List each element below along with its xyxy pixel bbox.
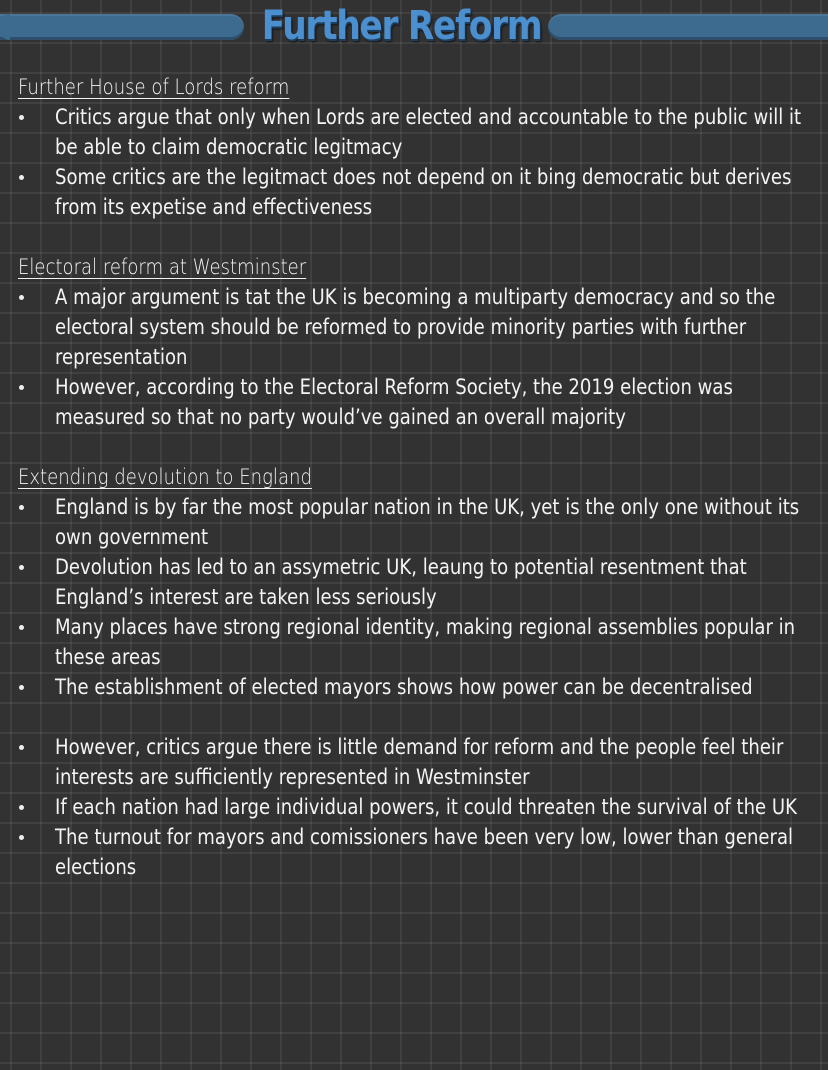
spacer bbox=[0, 702, 828, 732]
bullet-icon bbox=[19, 835, 24, 840]
title-banner bbox=[0, 0, 828, 56]
section-heading: Electoral reform at Westminster bbox=[18, 255, 307, 279]
list-item bbox=[0, 102, 805, 162]
spacer bbox=[0, 432, 828, 462]
section-electoral-reform bbox=[0, 252, 828, 432]
counter-bullet-list bbox=[0, 732, 828, 882]
bullet-text: Devolution has led to an assymetric UK, leaung to potential resentment that England’s interest are taken less seriously bbox=[55, 555, 747, 609]
list-item bbox=[0, 792, 805, 822]
bullet-text: Many places have strong regional identity, making regional assemblies popular in these areas bbox=[55, 615, 796, 669]
page-title: Further Reform bbox=[261, 3, 542, 49]
banner-pill-right bbox=[548, 14, 828, 40]
list-item bbox=[0, 612, 805, 672]
bullet-text: However, critics argue there is little demand for reform and the people feel their interests are sufficiently represented in Westminster bbox=[55, 735, 784, 789]
bullet-icon bbox=[19, 505, 24, 510]
bullet-icon bbox=[19, 295, 24, 300]
bullet-icon bbox=[19, 565, 24, 570]
bullet-text: Some critics are the legitmact does not depend on it bing democratic but derives from its expetise and effectiveness bbox=[55, 165, 792, 219]
banner-pill-left bbox=[0, 14, 244, 40]
section-lords-reform bbox=[0, 72, 828, 222]
list-item bbox=[0, 372, 805, 432]
bullet-icon bbox=[19, 745, 24, 750]
bullet-text: However, according to the Electoral Reform Society, the 2019 election was measured so that no party would’ve gained an overall majority bbox=[55, 375, 733, 429]
bullet-list bbox=[0, 282, 828, 432]
list-item bbox=[0, 162, 805, 222]
list-item bbox=[0, 672, 805, 702]
spacer bbox=[0, 222, 828, 252]
bullet-text: If each nation had large individual powers, it could threaten the survival of the UK bbox=[55, 795, 797, 819]
bullet-list bbox=[0, 102, 828, 222]
list-item bbox=[0, 492, 805, 552]
list-item bbox=[0, 822, 805, 882]
notes-content bbox=[0, 72, 828, 882]
bullet-icon bbox=[19, 115, 24, 120]
section-heading: Further House of Lords reform bbox=[18, 75, 290, 99]
bullet-text: A major argument is tat the UK is becoming a multiparty democracy and so the electoral system should be reformed to provide minority parties with further representation bbox=[55, 285, 776, 369]
bullet-icon bbox=[19, 625, 24, 630]
bullet-icon bbox=[19, 685, 24, 690]
section-heading: Extending devolution to England bbox=[18, 465, 312, 489]
bullet-icon bbox=[19, 385, 24, 390]
list-item bbox=[0, 282, 805, 372]
bullet-icon bbox=[19, 175, 24, 180]
list-item bbox=[0, 552, 805, 612]
bullet-text: Critics argue that only when Lords are elected and accountable to the public will it be able to claim democratic legitmacy bbox=[55, 105, 802, 159]
bullet-list bbox=[0, 492, 828, 702]
list-item bbox=[0, 732, 805, 792]
bullet-icon bbox=[19, 805, 24, 810]
section-english-devolution bbox=[0, 462, 828, 882]
bullet-text: England is by far the most popular nation in the UK, yet is the only one without its own government bbox=[55, 495, 800, 549]
bullet-text: The turnout for mayors and comissioners have been very low, lower than general elections bbox=[55, 825, 794, 879]
bullet-text: The establishment of elected mayors shows how power can be decentralised bbox=[55, 675, 753, 699]
